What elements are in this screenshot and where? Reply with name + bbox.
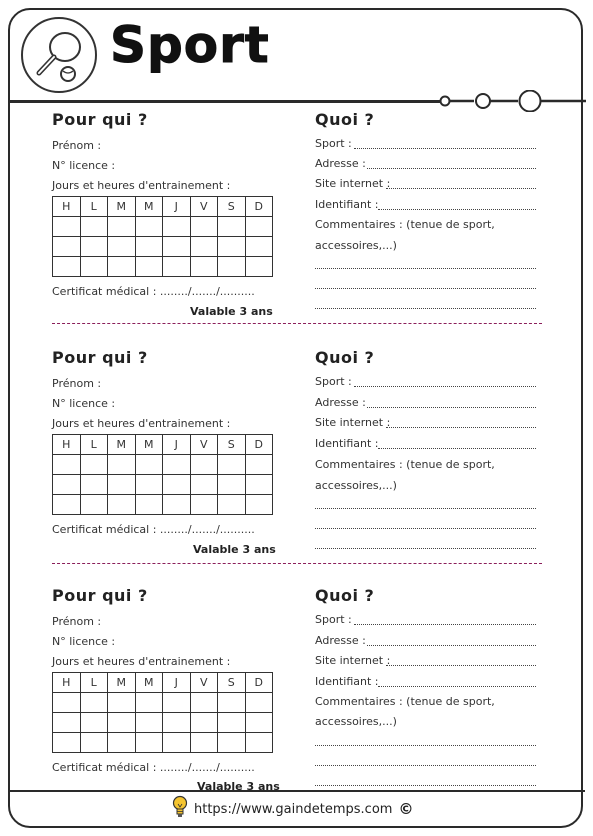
schedule-cell[interactable]	[53, 495, 81, 515]
schedule-cell[interactable]	[218, 733, 246, 753]
day-header: J	[163, 435, 191, 455]
schedule-cell[interactable]	[163, 713, 191, 733]
accessoires-label: accessoires,...)	[315, 239, 397, 252]
day-header: M	[108, 197, 136, 217]
schedule-cell[interactable]	[108, 733, 136, 753]
comment-line[interactable]	[315, 548, 536, 549]
day-header: J	[163, 673, 191, 693]
sport-card-3	[0, 584, 593, 790]
schedule-cell[interactable]	[135, 733, 163, 753]
prenom-label: Prénom :	[52, 615, 102, 628]
schedule-cell[interactable]	[190, 693, 218, 713]
comment-line[interactable]	[315, 528, 536, 529]
sport-field[interactable]	[354, 386, 536, 387]
schedule-cell[interactable]	[245, 693, 273, 713]
day-header: D	[245, 197, 273, 217]
jours-label: Jours et heures d'entrainement :	[52, 655, 231, 668]
site-label: Site internet :	[315, 177, 391, 190]
schedule-cell[interactable]	[53, 237, 81, 257]
schedule-cell[interactable]	[245, 217, 273, 237]
day-header: S	[218, 197, 246, 217]
sport-field[interactable]	[354, 148, 536, 149]
day-header: M	[108, 673, 136, 693]
page-title: Sport	[110, 16, 270, 74]
site-label: Site internet :	[315, 416, 391, 429]
schedule-cell[interactable]	[245, 237, 273, 257]
schedule-cell[interactable]	[108, 217, 136, 237]
day-header: V	[190, 673, 218, 693]
schedule-cell[interactable]	[245, 455, 273, 475]
day-header: L	[80, 197, 108, 217]
identifiant-label: Identifiant :	[315, 198, 379, 211]
schedule-grid[interactable]	[52, 434, 273, 515]
day-header: H	[53, 435, 81, 455]
licence-label: N° licence :	[52, 397, 116, 410]
schedule-grid[interactable]	[52, 672, 273, 753]
identifiant-label: Identifiant :	[315, 437, 379, 450]
commentaires-label: Commentaires : (tenue de sport,	[315, 218, 495, 231]
schedule-cell[interactable]	[53, 693, 81, 713]
schedule-cell[interactable]	[190, 455, 218, 475]
certificat-field[interactable]: Certificat médical : ......../......./..........	[52, 285, 255, 298]
who-title: Pour qui ?	[52, 348, 148, 367]
section-separator	[52, 563, 542, 564]
adresse-label: Adresse :	[315, 157, 366, 170]
commentaires-label: Commentaires : (tenue de sport,	[315, 458, 495, 471]
sport-field[interactable]	[354, 624, 536, 625]
valable-note: Valable 3 ans	[193, 543, 276, 556]
header-divider	[8, 100, 441, 103]
schedule-cell[interactable]	[190, 713, 218, 733]
day-header: V	[190, 197, 218, 217]
sport-label: Sport :	[315, 375, 352, 388]
accessoires-label: accessoires,...)	[315, 715, 397, 728]
schedule-cell[interactable]	[53, 455, 81, 475]
jours-label: Jours et heures d'entrainement :	[52, 417, 231, 430]
certificat-field[interactable]: Certificat médical : ......../......./..........	[52, 761, 255, 774]
ping-pong-icon	[21, 17, 97, 93]
commentaires-label: Commentaires : (tenue de sport,	[315, 695, 495, 708]
jours-label: Jours et heures d'entrainement :	[52, 179, 231, 192]
day-header: M	[135, 435, 163, 455]
schedule-cell[interactable]	[80, 733, 108, 753]
schedule-cell[interactable]	[53, 713, 81, 733]
schedule-cell[interactable]	[53, 733, 81, 753]
valable-note: Valable 3 ans	[197, 780, 280, 790]
day-header: L	[80, 673, 108, 693]
day-header: M	[135, 673, 163, 693]
comment-line[interactable]	[315, 508, 536, 509]
day-header: L	[80, 435, 108, 455]
schedule-cell[interactable]	[218, 475, 246, 495]
schedule-cell[interactable]	[163, 217, 191, 237]
who-title: Pour qui ?	[52, 110, 148, 129]
schedule-cell[interactable]	[135, 257, 163, 277]
schedule-cell[interactable]	[245, 257, 273, 277]
accessoires-label: accessoires,...)	[315, 479, 397, 492]
schedule-cell[interactable]	[80, 455, 108, 475]
what-title: Quoi ?	[315, 348, 375, 367]
sport-label: Sport :	[315, 137, 352, 150]
schedule-cell[interactable]	[190, 733, 218, 753]
schedule-cell[interactable]	[80, 713, 108, 733]
schedule-cell[interactable]	[80, 693, 108, 713]
schedule-cell[interactable]	[108, 495, 136, 515]
schedule-cell[interactable]	[218, 217, 246, 237]
schedule-cell[interactable]	[163, 733, 191, 753]
schedule-cell[interactable]	[80, 475, 108, 495]
day-header: M	[108, 435, 136, 455]
website-link[interactable]: https://www.gaindetemps.com	[194, 801, 393, 817]
site-field[interactable]	[386, 665, 536, 666]
schedule-cell[interactable]	[80, 495, 108, 515]
adresse-field[interactable]	[367, 168, 536, 169]
what-title: Quoi ?	[315, 586, 375, 605]
comment-line[interactable]	[315, 745, 536, 746]
schedule-cell[interactable]	[53, 217, 81, 237]
schedule-grid[interactable]	[52, 196, 273, 277]
schedule-cell[interactable]	[53, 475, 81, 495]
footer	[172, 796, 413, 822]
schedule-cell[interactable]	[218, 693, 246, 713]
schedule-cell[interactable]	[108, 237, 136, 257]
identifiant-field[interactable]	[378, 686, 536, 687]
schedule-cell[interactable]	[245, 475, 273, 495]
day-header: M	[135, 197, 163, 217]
licence-label: N° licence :	[52, 159, 116, 172]
schedule-cell[interactable]	[163, 257, 191, 277]
site-label: Site internet :	[315, 654, 391, 667]
what-title: Quoi ?	[315, 110, 375, 129]
schedule-cell[interactable]	[108, 713, 136, 733]
schedule-cell[interactable]	[135, 475, 163, 495]
who-title: Pour qui ?	[52, 586, 148, 605]
footer-divider	[8, 790, 585, 792]
comment-line[interactable]	[315, 765, 536, 766]
comment-line[interactable]	[315, 268, 536, 269]
site-field[interactable]	[386, 188, 536, 189]
day-header: D	[245, 435, 273, 455]
comment-line[interactable]	[315, 785, 536, 786]
prenom-label: Prénom :	[52, 377, 102, 390]
schedule-cell[interactable]	[218, 257, 246, 277]
day-header: D	[245, 673, 273, 693]
schedule-cell[interactable]	[163, 237, 191, 257]
schedule-cell[interactable]	[163, 693, 191, 713]
schedule-cell[interactable]	[163, 495, 191, 515]
schedule-cell[interactable]	[135, 713, 163, 733]
day-header: S	[218, 673, 246, 693]
adresse-label: Adresse :	[315, 396, 366, 409]
schedule-cell[interactable]	[190, 257, 218, 277]
schedule-cell[interactable]	[108, 693, 136, 713]
valable-note: Valable 3 ans	[190, 305, 273, 318]
schedule-cell[interactable]	[135, 217, 163, 237]
copyright-symbol: ©	[398, 800, 414, 818]
schedule-cell[interactable]	[163, 475, 191, 495]
day-header: S	[218, 435, 246, 455]
schedule-cell[interactable]	[108, 257, 136, 277]
licence-label: N° licence :	[52, 635, 116, 648]
lightbulb-icon	[172, 795, 188, 823]
sport-card-2	[0, 346, 593, 584]
adresse-field[interactable]	[367, 645, 536, 646]
schedule-cell[interactable]	[218, 495, 246, 515]
schedule-cell[interactable]	[80, 217, 108, 237]
adresse-label: Adresse :	[315, 634, 366, 647]
schedule-cell[interactable]	[163, 455, 191, 475]
schedule-cell[interactable]	[218, 237, 246, 257]
adresse-field[interactable]	[367, 407, 536, 408]
schedule-cell[interactable]	[218, 455, 246, 475]
identifiant-field[interactable]	[378, 448, 536, 449]
schedule-cell[interactable]	[135, 455, 163, 475]
schedule-cell[interactable]	[135, 237, 163, 257]
identifiant-label: Identifiant :	[315, 675, 379, 688]
schedule-cell[interactable]	[108, 475, 136, 495]
schedule-cell[interactable]	[80, 237, 108, 257]
day-header: H	[53, 673, 81, 693]
schedule-cell[interactable]	[245, 495, 273, 515]
schedule-cell[interactable]	[135, 495, 163, 515]
comment-line[interactable]	[315, 308, 536, 309]
schedule-cell[interactable]	[135, 693, 163, 713]
site-field[interactable]	[386, 427, 536, 428]
schedule-cell[interactable]	[190, 495, 218, 515]
schedule-cell[interactable]	[190, 237, 218, 257]
sport-card-1	[0, 108, 593, 346]
day-header: V	[190, 435, 218, 455]
schedule-cell[interactable]	[53, 257, 81, 277]
schedule-cell[interactable]	[245, 733, 273, 753]
schedule-cell[interactable]	[245, 713, 273, 733]
identifiant-field[interactable]	[378, 209, 536, 210]
schedule-cell[interactable]	[80, 257, 108, 277]
certificat-field[interactable]: Certificat médical : ......../......./..........	[52, 523, 255, 536]
sport-label: Sport :	[315, 613, 352, 626]
comment-line[interactable]	[315, 288, 536, 289]
prenom-label: Prénom :	[52, 139, 102, 152]
section-separator	[52, 323, 542, 324]
day-header: J	[163, 197, 191, 217]
schedule-cell[interactable]	[190, 217, 218, 237]
schedule-cell[interactable]	[108, 455, 136, 475]
schedule-cell[interactable]	[218, 713, 246, 733]
schedule-cell[interactable]	[190, 475, 218, 495]
day-header: H	[53, 197, 81, 217]
